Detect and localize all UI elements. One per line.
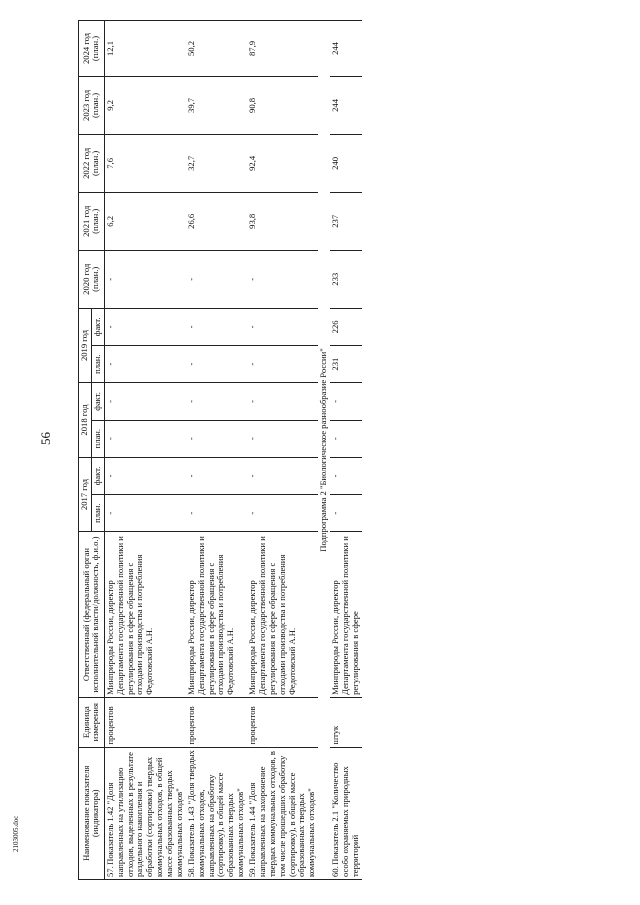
value-cell: - [186,457,247,494]
value-cell: 6,2 [104,192,186,250]
value-cell: 226 [330,308,362,345]
value-cell: - [247,250,318,308]
value-cell: 32,7 [186,134,247,192]
value-cell: - [186,383,247,420]
value-cell: 244 [330,76,362,134]
indicator-name: 57. Показатель 1.42 "Доля направленных на утилизацию отходов, выделенных в результате раздельного накопления и обработки (сортировки) твердых коммунальных отходов, в общей массе образованных твердых коммунальных отходов" [104,747,186,879]
value-cell: - [247,420,318,457]
value-cell: - [247,495,318,532]
value-cell: - [247,346,318,383]
header-plan: план. [91,495,104,532]
value-cell: 90,8 [247,76,318,134]
responsible-cell: Минприроды России, директор Департамента государственной политики и регулирования в сфере [330,532,362,698]
header-plan: план. [91,420,104,457]
header-responsible: Ответственный (федеральный орган исполнительной власти/должность, ф.и.о.) [79,532,105,698]
value-cell: 7,6 [104,134,186,192]
value-cell: 93,8 [247,192,318,250]
value-cell: 39,7 [186,76,247,134]
value-cell: 231 [330,346,362,383]
value-cell: 244 [330,21,362,77]
value-cell: - [104,495,186,532]
value-cell: 50,2 [186,21,247,77]
header-2023: 2023 год (план.) [79,76,105,134]
value-cell: - [247,308,318,345]
header-2018: 2018 год [79,383,92,458]
value-cell: - [104,457,186,494]
responsible-cell: Минприроды России, директор Департамента государственной политики и регулирования в сфере обращения с отходами производства и потребления Федотовский А.Н. [247,532,318,698]
table-row [247,21,318,880]
value-cell: - [104,383,186,420]
header-2019: 2019 год [79,308,92,383]
value-cell: - [330,383,362,420]
header-fact: факт. [91,457,104,494]
header-2020: 2020 год (план.) [79,250,105,308]
value-cell: - [104,420,186,457]
indicator-name: 60. Показатель 2.1 "Количество особо охраняемых природных территорий [330,747,362,879]
value-cell: 12,1 [104,21,186,77]
value-cell: - [104,250,186,308]
value-cell: 26,6 [186,192,247,250]
value-cell: 92,4 [247,134,318,192]
indicator-table-sheet [78,20,638,880]
header-2021: 2021 год (план.) [79,192,105,250]
subprogram-title: Подпрограмма 2 "Биологическое разнообразие России" [318,21,330,880]
value-cell: - [186,250,247,308]
header-2017: 2017 год [79,457,92,532]
unit-cell: процентов [104,697,186,747]
value-cell: - [104,308,186,345]
value-cell: 233 [330,250,362,308]
value-cell: 9,2 [104,76,186,134]
responsible-cell: Минприроды России, директор Департамента государственной политики и регулирования в сфере обращения с отходами производства и потребления Федотовский А.Н. [104,532,186,698]
subprogram-row [318,21,330,880]
header-2024: 2024 год (план.) [79,21,105,77]
page-number: 56 [38,432,53,445]
unit-cell: процентов [186,697,247,747]
value-cell: - [330,457,362,494]
indicator-table [78,20,362,880]
indicator-name: 59. Показатель 1.44 "Доля направленных на захоронение твердых коммунальных отходов, в том числе прошедших обработку (сортировку), в общей массе образованных твердых коммунальных отходов" [247,747,318,879]
value-cell: - [247,383,318,420]
value-cell: - [186,346,247,383]
header-unit: Единица измерения [79,697,105,747]
footer-code: 2103005.doc [12,815,20,852]
unit-cell: процентов [247,697,318,747]
header-plan: план. [91,346,104,383]
unit-cell: штук [330,697,362,747]
value-cell: 87,9 [247,21,318,77]
header-2022: 2022 год (план.) [79,134,105,192]
value-cell: 237 [330,192,362,250]
header-fact: факт. [91,383,104,420]
responsible-cell: Минприроды России, директор Департамента государственной политики и регулирования в сфере обращения с отходами производства и потребления Федотовский А.Н. [186,532,247,698]
value-cell: - [247,457,318,494]
table-row [104,21,186,880]
value-cell: - [186,308,247,345]
header-name: Наименование показателя (индикатора) [79,747,105,879]
value-cell: - [330,495,362,532]
value-cell: - [104,346,186,383]
indicator-name: 58. Показатель 1.43 "Доля твердых коммунальных отходов, направленных на обработку (сортировку), в общей массе образованных твердых коммунальных отходов" [186,747,247,879]
value-cell: 240 [330,134,362,192]
table-row [186,21,247,880]
header-fact: факт. [91,308,104,345]
table-row [330,21,362,880]
value-cell: - [330,420,362,457]
value-cell: - [186,420,247,457]
value-cell: - [186,495,247,532]
